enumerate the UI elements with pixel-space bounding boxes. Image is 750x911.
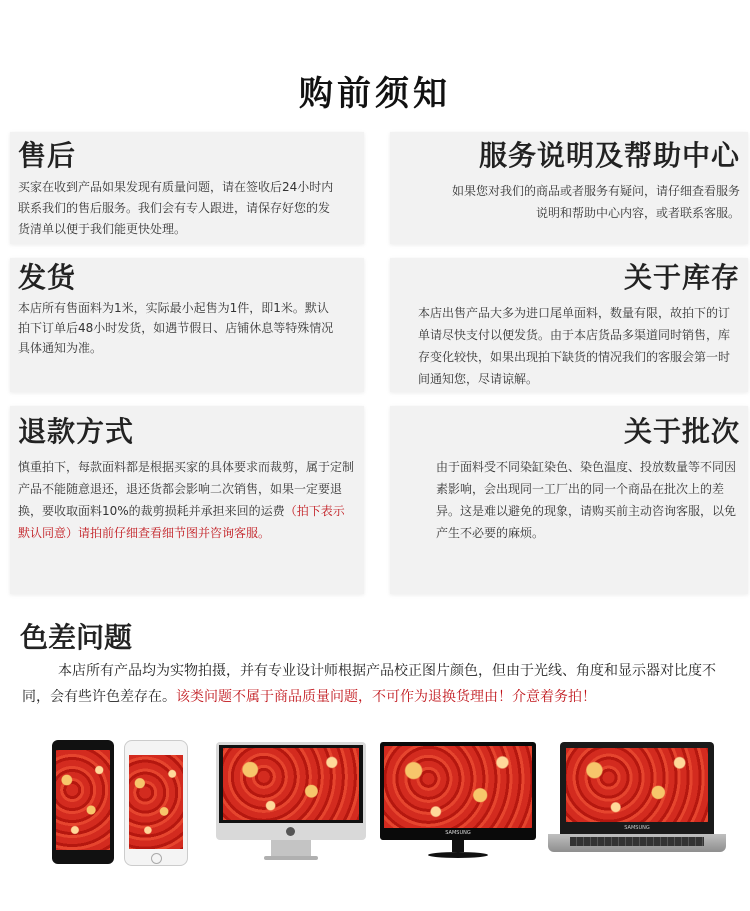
shipping-card bbox=[10, 258, 364, 392]
service-text: 如果您对我们的商品或者服务有疑问，请仔细查看服务说明和帮助中心内容，或者联系客服。 bbox=[451, 184, 740, 220]
color-diff-title: 色差问题 bbox=[20, 621, 133, 654]
laptop-brand: SAMSUNG bbox=[624, 825, 650, 831]
page-title: 购前须知 bbox=[299, 74, 451, 114]
imac-body bbox=[216, 742, 366, 840]
imac-screen bbox=[223, 748, 359, 820]
imac-foot bbox=[264, 856, 318, 860]
shipping-title: 发货 bbox=[18, 261, 77, 294]
laptop bbox=[548, 742, 726, 862]
refund-text-main: 慎重拍下，每款面料都是根据买家的具体要求而裁剪，属于定制产品不能随意退还，退还货都会影响二次销售，如果一定要退换，要收取面料10%的裁剪损耗并承担来回的运费 bbox=[18, 460, 355, 518]
laptop-keyboard bbox=[570, 837, 704, 846]
stock-text: 本店出售产品大多为进口尾单面料，数量有限，故拍下的订单请尽快支付以便发货。由于本店货品多渠道同时销售，库存变化较快，如果出现拍下缺货的情况我们的客服会第一时间通知您，尽请谅解。 bbox=[418, 306, 731, 386]
service-card bbox=[390, 132, 748, 244]
batch-text: 由于面料受不同染缸染色、染色温度、投放数量等不同因素影响，会出现同一工厂出的同一个商品在批次上的差异。这是难以避免的现象，请购买前主动咨询客服，以免产生不必要的麻烦。 bbox=[436, 460, 737, 540]
imac-stand bbox=[271, 840, 311, 856]
service-title: 服务说明及帮助中心 bbox=[478, 139, 740, 172]
monitor-frame bbox=[380, 742, 536, 840]
stock-card bbox=[390, 258, 748, 392]
monitor-brand: SAMSUNG bbox=[445, 830, 471, 836]
monitor-neck bbox=[452, 840, 464, 852]
batch-card bbox=[390, 406, 748, 594]
refund-text bbox=[18, 456, 354, 544]
monitor-base bbox=[428, 852, 488, 858]
after-sales-title: 售后 bbox=[18, 139, 77, 172]
batch-title: 关于批次 bbox=[623, 415, 740, 448]
white-phone-screen bbox=[129, 755, 183, 849]
refund-title: 退款方式 bbox=[18, 415, 135, 448]
black-phone-screen bbox=[56, 750, 110, 850]
shipping-text: 本店所有售面料为1米，实际最小起售为1件，即1米。默认拍下订单后48小时发货，如遇节假日、店铺休息等特殊情况具体通知为准。 bbox=[18, 301, 334, 355]
color-diff-text-main: 本店所有产品均为实物拍摄，并有专业设计师根据产品校正图片颜色，但由于光线、角度和显示器对比度不同，会有些许色差存在。 bbox=[22, 663, 716, 705]
refund-card bbox=[10, 406, 364, 594]
color-diff-text-red: 该类问题不属于商品质量问题，不可作为退换货理由！介意着务拍！ bbox=[176, 689, 596, 705]
home-button-icon bbox=[151, 853, 162, 864]
laptop-screen bbox=[566, 748, 708, 822]
color-diff-text bbox=[22, 658, 734, 710]
after-sales-card bbox=[10, 132, 364, 244]
samsung-monitor bbox=[380, 742, 536, 862]
after-sales-text: 买家在收到产品如果发现有质量问题，请在签收后24小时内联系我们的售后服务。我们会有专人跟进，请保存好您的发货清单以便于我们能更快处理。 bbox=[18, 180, 334, 236]
imac-monitor bbox=[216, 742, 366, 862]
apple-logo-icon bbox=[286, 827, 295, 836]
stock-title: 关于库存 bbox=[623, 261, 740, 294]
laptop-base bbox=[548, 834, 726, 852]
monitor-screen bbox=[384, 746, 532, 828]
black-phone bbox=[52, 740, 114, 864]
white-phone bbox=[124, 740, 188, 866]
refund-text-red: （拍下表示默认同意）请拍前仔细查看细节图并咨询客服。 bbox=[18, 504, 345, 540]
laptop-lid bbox=[560, 742, 714, 834]
